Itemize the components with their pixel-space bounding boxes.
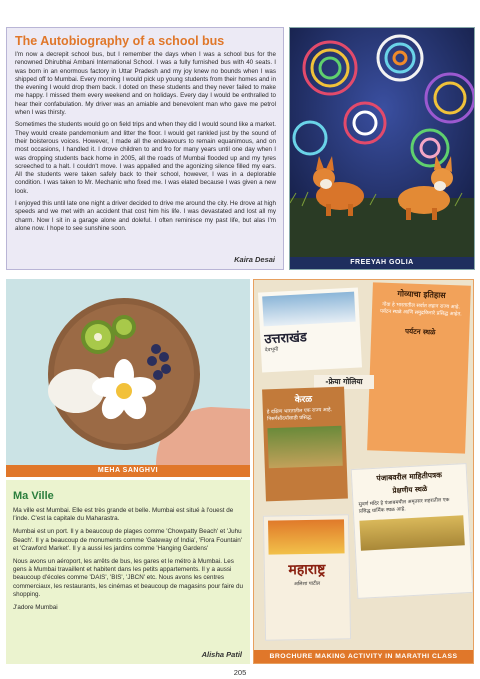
article-paragraph: Sometimes the students would go on field trips and when they did I would sound like a market. They would create pandemonium and litter the floor. I would get rankled just by the sound of their boisterous voices. However, I made all the endeavours to remain equanimous, and on most occasions, I handled it. I drove children to and fro for many years until one day when I was dropping students back home in 2005, all the roads of Mumbai flooded up and my tyres screeched to a halt. I couldn't move. I was appalled and the agonizing silence filled my ears. All the students were taken safely back to their school, however, I was in a deplorable condition. I was taken to Mr. Mechanic who fixed me. I was elated because I was given a new look.	[15, 121, 276, 195]
article-title: The Autobiography of a school bus	[15, 34, 225, 48]
temple-photo	[267, 426, 342, 469]
card-subtitle: पर्यटन स्थळे	[404, 327, 436, 337]
article-paragraph: Ma ville est Mumbai. Elle est très grande et belle. Mumbai est situé à l'ouest de l'inde. C'est la capitale du Maharastra.	[13, 507, 234, 523]
card-title: केरळ	[294, 394, 313, 406]
article-paragraph: J'adore Mumbai	[13, 604, 58, 612]
brochure-card-uttarakhand	[258, 287, 362, 372]
brochure-card-punjab	[351, 463, 474, 599]
card-title: उत्तराखंड	[264, 330, 308, 348]
card-text: सुवर्ण मंदिर हे पंजाबमधील अमृतसर शहरातील एक प्रसिद्ध धार्मिक स्थळ आहे.	[358, 497, 450, 515]
mountain-photo	[262, 292, 355, 327]
article-author: Alisha Patil	[201, 650, 242, 659]
golden-temple-photo	[359, 515, 464, 550]
painting-caption: FREEYAH GOLIA	[290, 257, 474, 269]
card-text: गोवा हे भारतातील सर्वात लहान राज्य आहे. पर्यटन स्थळे आणि समुद्रकिनारे प्रसिद्ध आहेत.	[379, 301, 462, 318]
brochure-caption: BROCHURE MAKING ACTIVITY IN MARATHI CLASS	[254, 650, 473, 663]
brochure-card-maharashtra	[263, 514, 351, 640]
painting-artwork	[289, 27, 475, 270]
card-author: अलिशा पाटील	[293, 580, 321, 588]
card-title: गोव्याचा इतिहास	[397, 289, 446, 300]
brochure-card-goa	[367, 282, 471, 453]
card-title: महाराष्ट्र	[288, 561, 326, 579]
food-image	[6, 279, 250, 465]
painting-image	[290, 28, 475, 258]
brochure-card-kerala	[262, 387, 348, 502]
brochure-collage	[253, 279, 474, 664]
bus-article	[6, 27, 284, 270]
food-caption: MEHA SANGHVI	[6, 465, 250, 477]
article-paragraph: I'm now a decrepit school bus, but I remember the days when I was a school bus for the renowned Dhirubhai Ambani International School. I was a fully furnished bus with 40 seats. I was born in an enormous factory in Uttar Pradesh and my joy knew no bounds when I was shipped off to Mumbai. Every morning I would pick up young students from their homes and in the evening I would drop them back. I doted on these students and they never failed to make me happy. I missed them every weekend and on holidays. Every day I would be enthralled to hear their confabulation. My driver was an amiable and benevolent man who gave me petrol when I was thirsty.	[15, 51, 276, 117]
card-subtitle: देवभूमी	[264, 346, 279, 354]
card-subtitle: प्रेक्षणीय स्थळे	[392, 485, 428, 495]
article-paragraph: I enjoyed this until late one night a driver decided to drive me around the city. He drove at high speeds and we met with an accident that cost him his life. I was devastated and lost all my charm. Now I sit in a garage alone and doleful. I often reminisce my past life, but alas I'm alone now. I hope to see sunshine soon.	[15, 200, 276, 232]
card-title: पंजाबवरील माहितीपत्रक	[376, 470, 443, 483]
article-author: Kaira Desai	[234, 255, 275, 264]
ville-article	[6, 480, 250, 664]
article-title: Ma Ville	[13, 490, 54, 502]
brochure-card-name: -फ्रेया गोलिया	[314, 375, 374, 389]
article-paragraph: Mumbai est un port. Il y a beaucoup de plages comme 'Chowpatty Beach' et 'Juhu Beach'. Il y a beaucoup de monuments comme 'Gateway of India', 'Flora Fountain' et 'Crawford Market'. Il y a aussi les jardins comme 'Hanging Gardens'	[13, 528, 242, 552]
card-text: हे दक्षिण भारतातील एक राज्य आहे. निसर्गसौंदर्यासाठी प्रसिद्ध.	[266, 407, 333, 422]
festival-photo	[268, 519, 345, 554]
article-paragraph: Nous avons un aéroport, les arrêts de bus, les gares et le métro à Mumbai. Les gens à Mumbai travaillent et habitent dans les petits appartements. Il y a aussi beaucoup d'écoles comme 'DAIS', 'BIS', 'JBCN' etc. Nous avons les centres commerciaux, les restaurants, les cinémas et beaucoup de magasins pour faire du shopping.	[13, 558, 243, 598]
food-artwork	[6, 279, 250, 477]
page-number: 205	[233, 668, 247, 677]
